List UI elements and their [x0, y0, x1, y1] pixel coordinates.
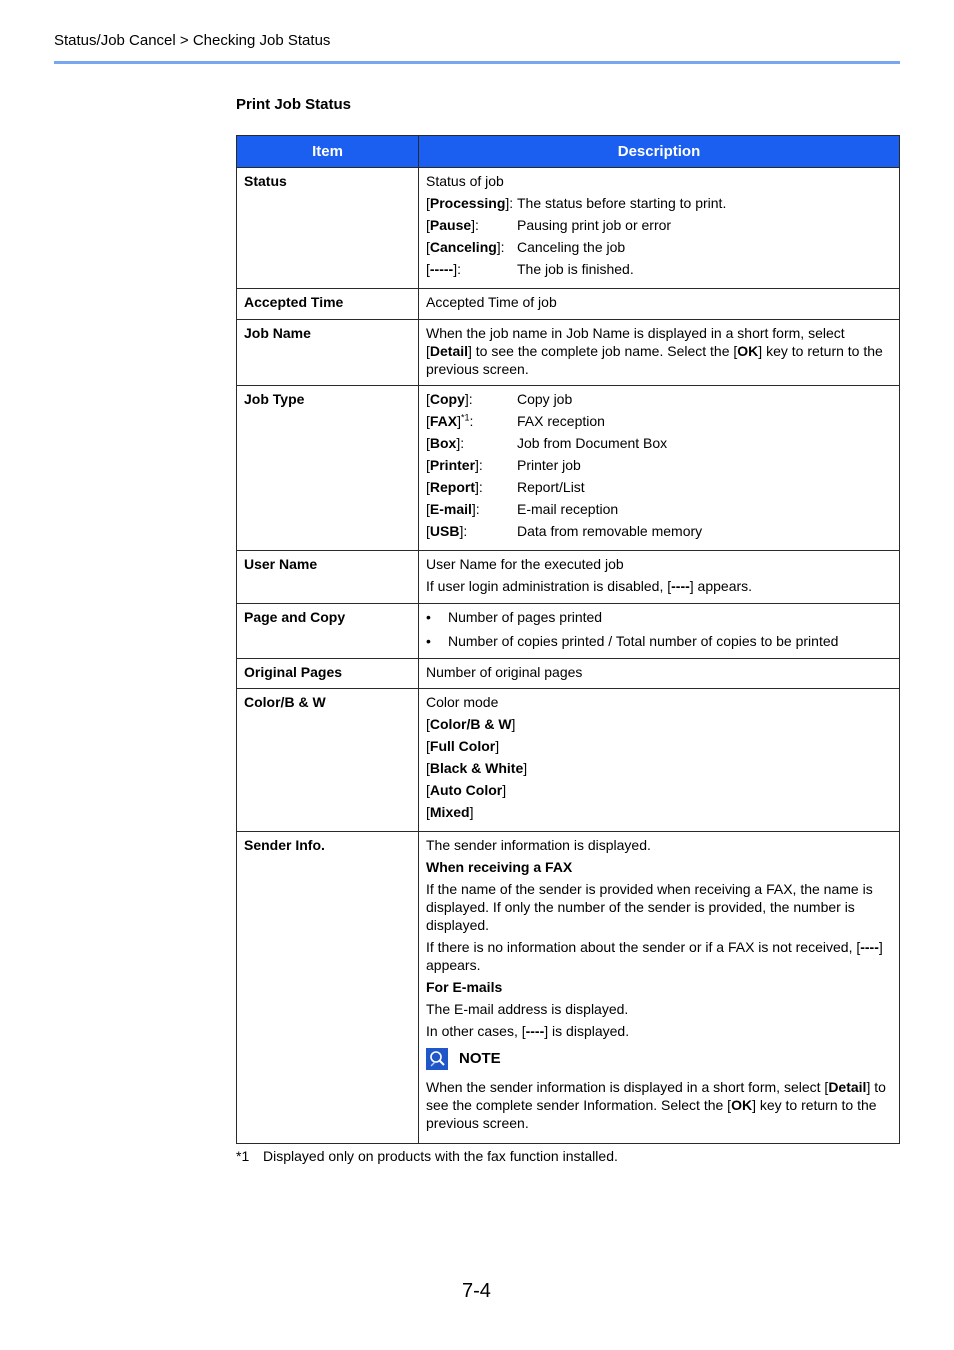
- row-item-page-and-copy: Page and Copy: [237, 604, 419, 659]
- subheading-text: For E-mails: [426, 979, 503, 995]
- value-label: The status before starting to print.: [517, 195, 727, 211]
- key-label: OK: [731, 1097, 753, 1113]
- table-row: [237, 320, 900, 386]
- row-description: [419, 832, 900, 1144]
- key-label: ----: [860, 939, 879, 955]
- text-run: In other cases, [: [426, 1023, 526, 1039]
- table-row: [237, 386, 900, 551]
- row-description: Number of original pages: [419, 659, 900, 689]
- bullet-mark: •: [426, 609, 431, 625]
- row-item-accepted-time: Accepted Time: [237, 289, 419, 320]
- sender-subheading-fax: [426, 858, 892, 876]
- text-run: If there is no information about the sender or if a FAX is not received, [: [426, 939, 861, 955]
- job-type-pair: [Copy]: Copy job: [426, 391, 573, 407]
- key-label: FAX: [429, 413, 458, 429]
- job-type-pair: [E-mail]: E-mail reception: [426, 501, 619, 517]
- key-label: Color/B & W: [429, 716, 512, 732]
- row-item-original-pages: Original Pages: [237, 659, 419, 689]
- section-title: Print Job Status: [236, 96, 352, 113]
- key-label: Mixed: [429, 804, 470, 820]
- value-label: Job from Document Box: [517, 435, 668, 451]
- note-icon: [426, 1048, 448, 1070]
- user-name-line: User Name for the executed job: [426, 556, 624, 572]
- job-type-pair: [Box]: Job from Document Box: [426, 435, 668, 451]
- key-label: Auto Color: [429, 782, 503, 798]
- key-label: ----: [525, 1023, 545, 1039]
- breadcrumb: Status/Job Cancel > Checking Job Status: [54, 32, 331, 49]
- header-divider: [54, 61, 900, 64]
- value-label: Report/List: [517, 479, 585, 495]
- column-header-item: Item: [237, 136, 419, 168]
- key-label: Detail: [828, 1079, 867, 1095]
- text-run: When the sender information is displayed in a short form, select [: [426, 1079, 829, 1095]
- row-description: [419, 604, 900, 659]
- value-label: Copy job: [517, 391, 573, 407]
- sender-intro: The sender information is displayed.: [426, 837, 651, 853]
- text-run: ] key to return to the previous screen.: [426, 1097, 877, 1131]
- table-row: [237, 551, 900, 604]
- row-item-sender-info: Sender Info.: [237, 832, 419, 1144]
- footnote-ref: *1: [461, 412, 470, 423]
- value-label: Data from removable memory: [517, 523, 703, 539]
- text-run: If user login administration is disabled, [: [426, 578, 672, 594]
- job-type-pair: [Printer]: Printer job: [426, 457, 581, 473]
- list-item-text: Number of pages printed: [448, 609, 603, 625]
- table-row: [237, 832, 900, 1144]
- job-type-pair: [USB]: Data from removable memory: [426, 523, 703, 539]
- footnote-text: Displayed only on products with the fax function installed.: [263, 1148, 618, 1164]
- status-intro: Status of job: [426, 173, 504, 189]
- subheading-text: When receiving a FAX: [426, 859, 573, 875]
- key-label: Full Color: [429, 738, 496, 754]
- key-label: Processing: [429, 195, 506, 211]
- list-item: [426, 632, 892, 650]
- key-label: Black & White: [429, 760, 524, 776]
- status-pair: [Processing]: The status before starting to print.: [426, 195, 727, 211]
- value-label: Pausing print job or error: [517, 217, 672, 233]
- key-label: OK: [737, 343, 759, 359]
- text-run: ] to see the complete sender Information. Select the [: [426, 1079, 886, 1113]
- sender-subheading-email: [426, 978, 892, 996]
- color-option: [Black & White]: [426, 760, 528, 776]
- text-run: ] is displayed.: [544, 1023, 630, 1039]
- value-label: E-mail reception: [517, 501, 619, 517]
- status-pair: [Canceling]: Canceling the job: [426, 239, 626, 255]
- value-label: FAX reception: [517, 413, 605, 429]
- value-label: Printer job: [517, 457, 581, 473]
- bullet-mark: •: [426, 633, 431, 649]
- sender-paragraph: If the name of the sender is provided when receiving a FAX, the name is displayed. If only the number of the sender is provided, the number is displayed.: [426, 881, 873, 933]
- status-pair: [Pause]: Pausing print job or error: [426, 217, 672, 233]
- list-item: [426, 608, 892, 626]
- key-label: Canceling: [429, 239, 497, 255]
- table-row: [237, 289, 900, 320]
- row-description: [419, 320, 900, 386]
- row-description: [419, 689, 900, 832]
- table-header-row: [237, 136, 900, 168]
- row-description: [419, 386, 900, 551]
- text-run: When the job name in Job Name is displayed in a short form, select [: [426, 325, 845, 359]
- status-pair: [-----]: The job is finished.: [426, 261, 634, 277]
- table-row: [237, 604, 900, 659]
- key-label: ----: [671, 578, 690, 594]
- key-label: Detail: [429, 343, 469, 359]
- row-description: [419, 551, 900, 604]
- color-intro: Color mode: [426, 694, 499, 710]
- key-label: Printer: [429, 457, 476, 473]
- color-option: [Mixed]: [426, 804, 474, 820]
- job-status-table: [236, 135, 900, 1144]
- table-row: [237, 168, 900, 289]
- sender-paragraph: The E-mail address is displayed.: [426, 1001, 629, 1017]
- footnote-mark: *1: [236, 1148, 250, 1164]
- row-item-user-name: User Name: [237, 551, 419, 604]
- key-label: USB: [429, 523, 460, 539]
- table-row: [237, 659, 900, 689]
- value-label: The job is finished.: [517, 261, 634, 277]
- row-description: Accepted Time of job: [419, 289, 900, 320]
- job-type-pair: [FAX]$^{*1}$: FAX reception: [426, 412, 605, 429]
- row-item-color-bw: Color/B & W: [237, 689, 419, 832]
- key-label: Copy: [429, 391, 465, 407]
- column-header-description: Description: [419, 136, 900, 168]
- table-row: [237, 689, 900, 832]
- text-run: ] key to return to the previous screen.: [426, 343, 883, 377]
- user-name-line: [426, 577, 892, 595]
- text-run: ] appears.: [426, 939, 883, 973]
- sender-paragraph: [426, 1022, 892, 1040]
- key-label: Report: [429, 479, 476, 495]
- key-label: Box: [429, 435, 457, 451]
- key-label: -----: [429, 261, 454, 277]
- sender-paragraph: [426, 938, 892, 974]
- row-description: [419, 168, 900, 289]
- key-label: Pause: [429, 217, 472, 233]
- row-item-status: Status: [237, 168, 419, 289]
- text-run: ] appears.: [689, 578, 753, 594]
- note-text: [426, 1078, 892, 1132]
- job-type-pair: [Report]: Report/List: [426, 479, 585, 495]
- row-item-job-type: Job Type: [237, 386, 419, 551]
- note-label: NOTE: [459, 1050, 501, 1067]
- key-label: E-mail: [429, 501, 472, 517]
- list-item-text: Number of copies printed / Total number of copies to be printed: [448, 633, 839, 649]
- text-run: ] to see the complete job name. Select the [: [468, 343, 738, 359]
- note-heading: [426, 1048, 892, 1070]
- color-option: [Color/B & W]: [426, 716, 516, 732]
- row-item-job-name: Job Name: [237, 320, 419, 386]
- color-option: [Full Color]: [426, 738, 500, 754]
- color-option: [Auto Color]: [426, 782, 507, 798]
- footnote: [236, 1148, 618, 1164]
- value-label: Canceling the job: [517, 239, 626, 255]
- page-number: 7-4: [462, 1280, 491, 1302]
